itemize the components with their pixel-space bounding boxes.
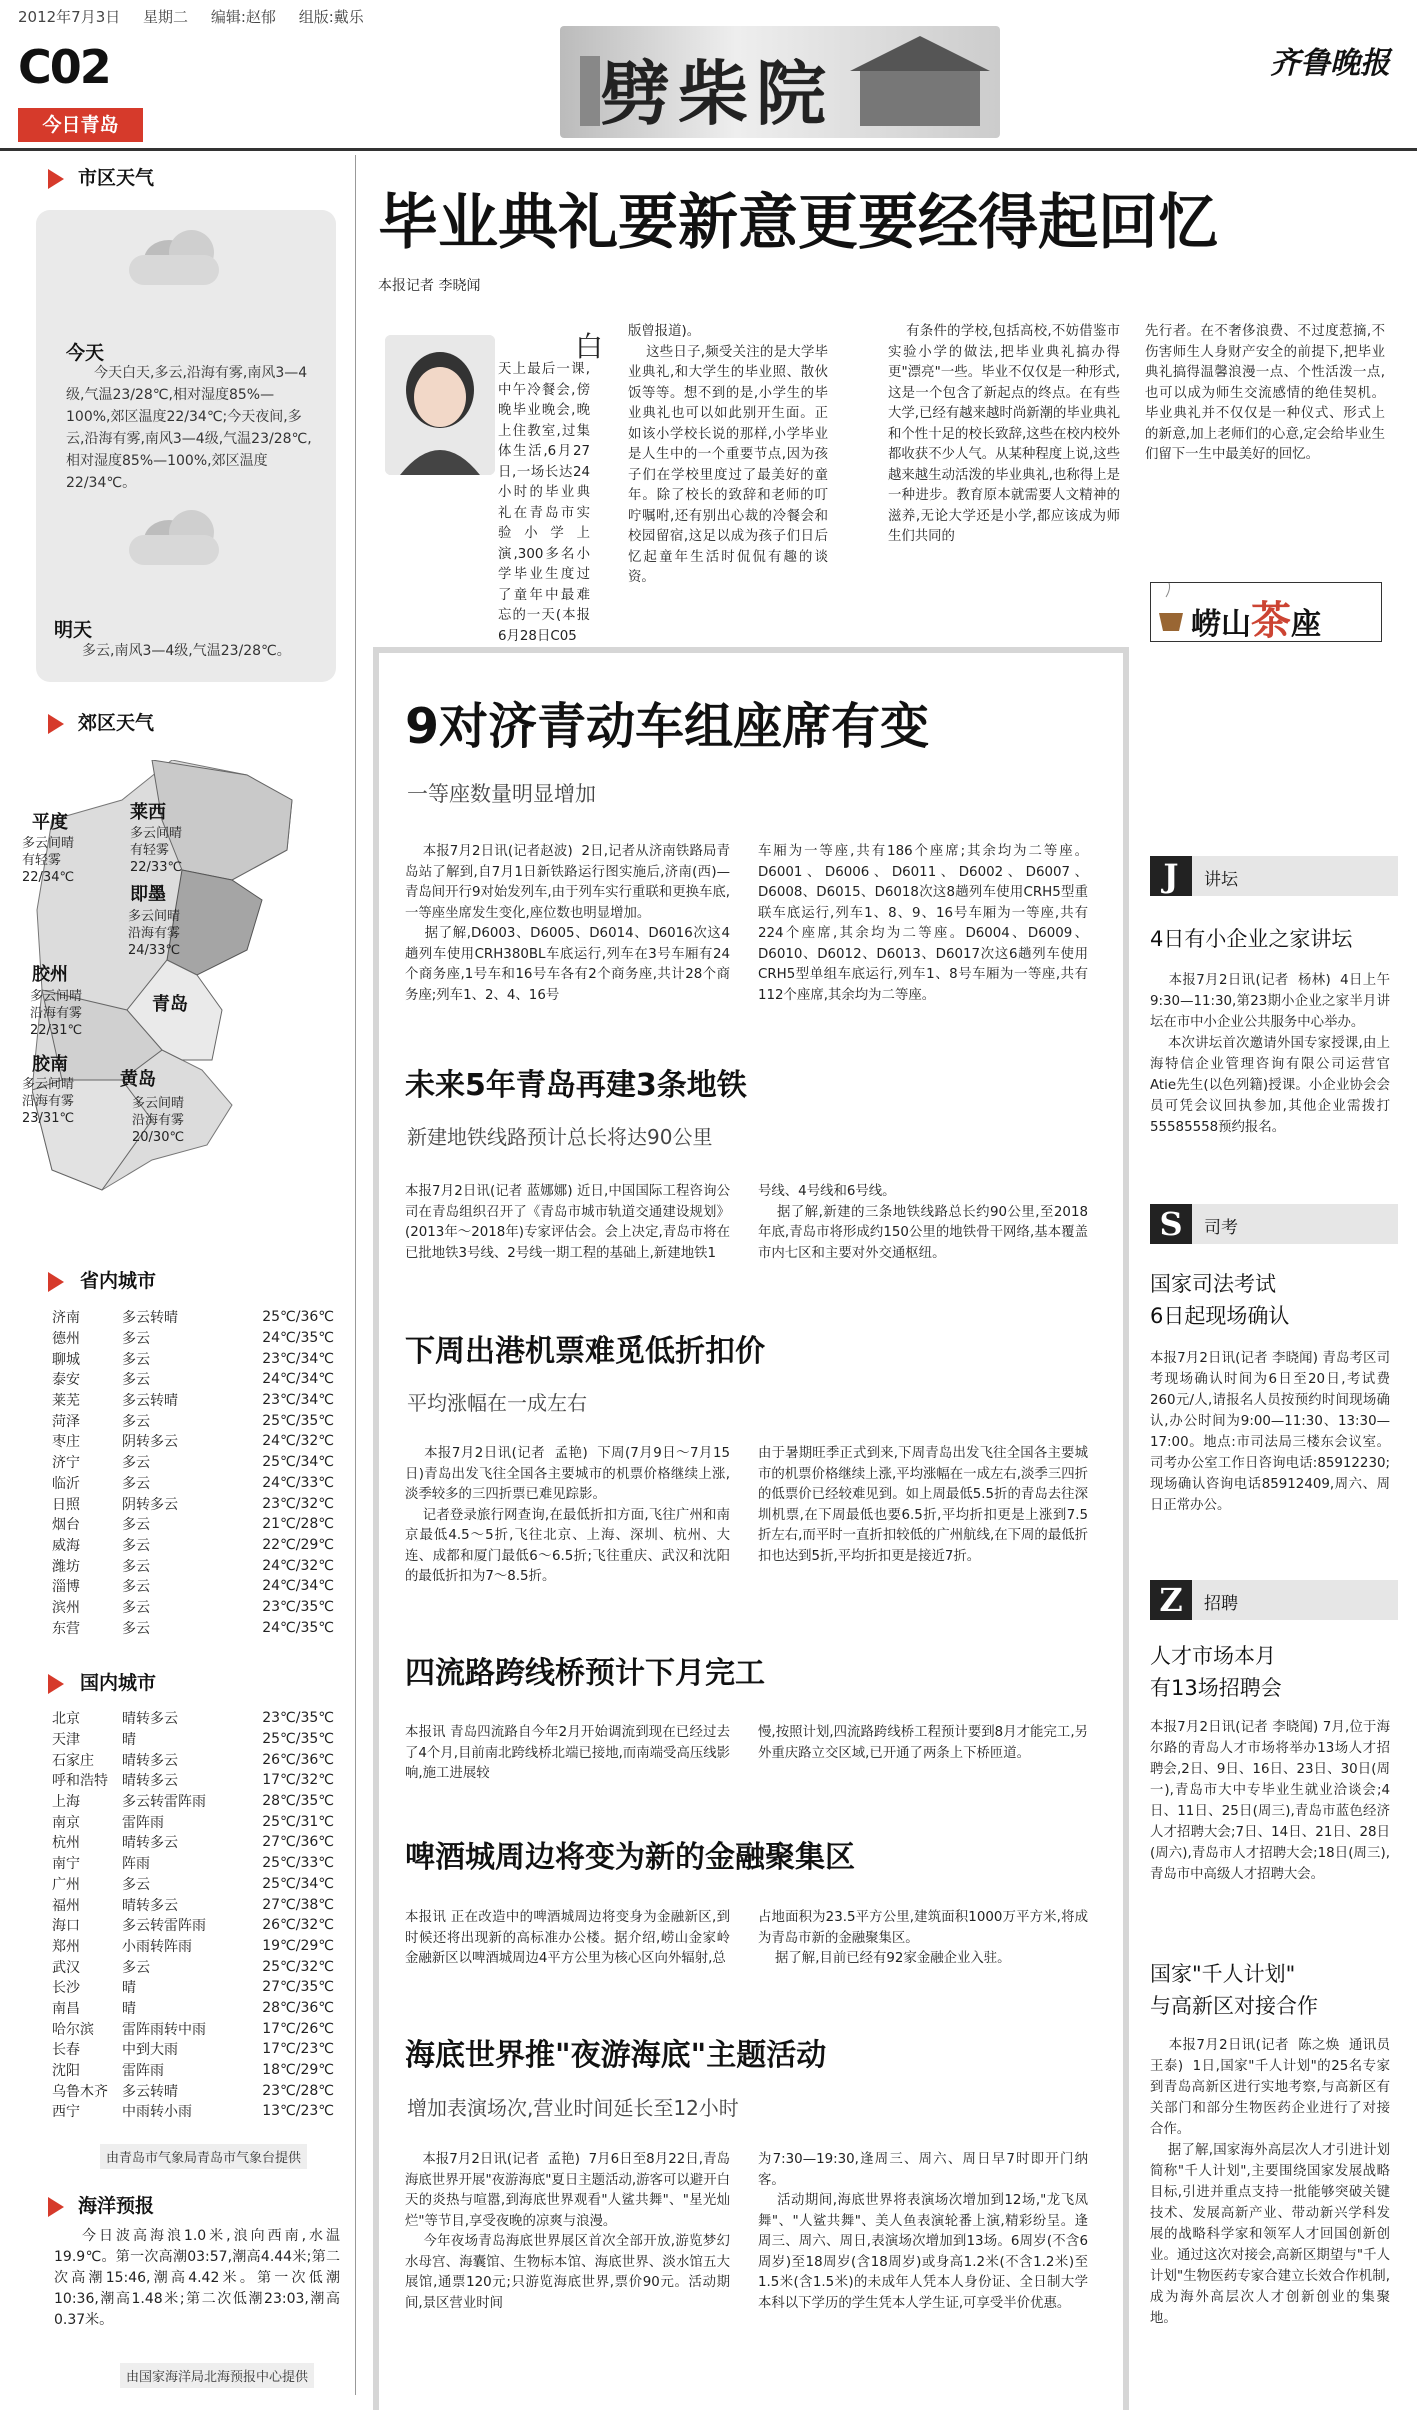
city-temp: 25℃/33℃ — [262, 1855, 334, 1872]
city-condition: 中雨转小雨 — [122, 2104, 192, 2121]
editor: 编辑:赵郁 — [210, 8, 276, 26]
city-name: 日照 — [52, 1496, 80, 1513]
a3-subhead: 平均涨幅在一成左右 — [407, 1391, 587, 1415]
suburb-name: 平度 — [32, 812, 68, 833]
city-temp: 23℃/35℃ — [262, 1710, 334, 1727]
city-name: 西宁 — [52, 2104, 80, 2121]
city-temp: 17℃/26℃ — [262, 2020, 334, 2037]
arrow-icon — [48, 169, 64, 189]
city-condition: 多云 — [122, 1351, 150, 1368]
teacup-icon — [1151, 583, 1191, 641]
city-name: 济南 — [52, 1310, 80, 1327]
city-name: 潍坊 — [52, 1558, 80, 1575]
weather-row — [52, 1617, 334, 1638]
city-name: 南宁 — [52, 1856, 80, 1873]
city-temp: 25℃/31℃ — [262, 1813, 334, 1830]
city-temp: 24℃/35℃ — [262, 1330, 334, 1347]
city-name: 广州 — [52, 1876, 80, 1893]
weather-row — [52, 1791, 334, 1812]
city-temp: 23℃/34℃ — [262, 1392, 334, 1409]
city-condition: 雷阵雨 — [122, 1814, 164, 1831]
a6-headline: 海底世界推"夜游海底"主题活动 — [405, 2038, 827, 2073]
city-name: 沈阳 — [52, 2063, 80, 2080]
lead-col4: 先行者。在不奢侈浪费、不过度惹摘,不伤害师生人身财产安全的前提下,把毕业典礼搞得温馨浪漫一点、个性活泼一点,也可以成为师生交流感情的绝佳契机。毕业典礼并不仅仅是一种仪式、形式上的新意,加上老师们的心意,定会给毕业生们留下一生中最美好的回忆。 — [1145, 324, 1385, 462]
city-temp: 24℃/35℃ — [262, 1619, 334, 1636]
lead-col2: 版曾报道)。 这些日子,频受关注的是大学毕业典礼,和大学生的毕业照、散伙饭等等。想不到的是,小学生的毕业典礼也可以如此别开生面。正如该小学校长说的那样,小学毕业是人生中的一个重要节点,因为孩子们在学校里度过了最美好的童年。除了校长的致辞和老师的叮咛嘱咐,还有别出心裁的冷餐会和校园留宿,这足以成为孩子们日后忆起童年生活时侃侃有趣的谈资。 — [628, 324, 828, 585]
city-condition: 阴转多云 — [122, 1434, 178, 1451]
weather-row — [52, 1535, 334, 1556]
weather-row — [52, 1811, 334, 1832]
banner-title: 劈柴院 — [600, 52, 834, 135]
city-name: 乌鲁木齐 — [52, 2083, 108, 2100]
weather-row — [52, 1749, 334, 1770]
a6-col1: 本报7月2日讯(记者 孟艳) 7月6日至8月22日,青岛海底世界开展"夜游海底"夏日主题活动,游客可以避开白天的炎热与喧嚣,到海底世界观看"人鲨共舞"、"星光灿烂"等节目,享受夜晚的凉爽与浪漫。 今年夜场青岛海底世界展区首次全部开放,游览梦幻水母宫、海囊馆、生物标本馆、海底世界、淡水馆五大展馆,通票120元;只游览海底世界,票价90元。活动期间,景区营业时间 — [405, 2152, 731, 2311]
a2-col1: 本报7月2日讯(记者 蓝娜娜) 近日,中国国际工程咨询公司在青岛组织召开了《青岛市城市轨道交通建设规划》(2013年～2018年)专家评估会。会上决定,青岛市将在已批地铁3号线、2号线一期工程的基础上,新建地铁1 — [405, 1184, 730, 1261]
suburb-name: 莱西 — [130, 802, 166, 823]
arrow-icon — [48, 2197, 64, 2217]
city-name: 威海 — [52, 1537, 80, 1554]
city-condition: 小雨转阵雨 — [122, 1938, 192, 1955]
weather-row — [52, 1597, 334, 1618]
city-condition: 多云 — [122, 1959, 150, 1976]
tag-letter: S — [1150, 1204, 1192, 1244]
city-temp: 24℃/33℃ — [262, 1474, 334, 1491]
weather-row — [52, 1390, 334, 1411]
weather-row — [52, 1514, 334, 1535]
city-condition: 多云 — [122, 1537, 150, 1554]
weather-row — [52, 1956, 334, 1977]
city-temp: 24℃/32℃ — [262, 1557, 334, 1574]
today-label: 今天 — [66, 342, 105, 364]
city-condition: 晴转多云 — [122, 1752, 178, 1769]
city-condition: 多云 — [122, 1558, 150, 1575]
city-temp: 21℃/28℃ — [262, 1516, 334, 1533]
a3-col2: 由于暑期旺季正式到来,下周青岛出发飞往全国各主要城市的机票价格继续上涨,平均涨幅在一成左右,淡季三四折的低票价已经较难见到。如上周最低5.5折的青岛去往深圳机票,在下周最低也要6.5折,平均折扣更是上涨到7.5折左右,而平时一直折扣较低的广州航线,在下周的最低折扣也达到5折,平均折扣更是接近7折。 — [758, 1446, 1088, 1564]
lead-col3: 有条件的学校,包括高校,不妨借鉴市实验小学的做法,把毕业典礼搞办得更"漂亮"一些。毕业不仅仅是一种形式,这是一个包含了新起点的终点。在有些大学,已经有越来越时尚新潮的毕业典礼和个性十足的校长致辞,这些在校内校外都收获不少人气。从某种程度上说,这些越来越生动活泼的毕业典礼,也称得上是一种进步。教育原本就需要人文精神的滋养,无论大学还是小学,都应该成为师生们共同的 — [888, 324, 1121, 544]
a4-headline: 四流路跨线桥预计下月完工 — [405, 1656, 765, 1691]
city-name: 石家庄 — [52, 1752, 94, 1769]
city-name: 长春 — [52, 2042, 80, 2059]
r1-title: 4日有小企业之家讲坛 — [1150, 927, 1353, 951]
suburb-forecast: 多云间晴 沿海有雾 20/30℃ — [132, 1096, 185, 1145]
city-name: 海口 — [52, 1918, 80, 1935]
column-tag-forum — [1150, 856, 1398, 896]
a6-col2: 为7:30—19:30,逢周三、周六、周日早7时即开门纳客。 活动期间,海底世界将表演场次增加到12场,"龙飞凤舞"、"人鲨共舞"、美人鱼表演轮番上演,精彩纷呈。逢周三、周六、周日,表演场次增加到13场。6周岁(不含6周岁)至18周岁(含18周岁)或身高1.2米(不含1.2米)至1.5米(含1.5米)的未成年人凭本人身份证、全日制大学本科以下学历的学生凭本人学生证,可享受半价优惠。 — [758, 2152, 1088, 2311]
r2-body: 本报7月2日讯(记者 李晓闻) 青岛考区司考现场确认时间为6日至20日,考试费260元/人,请报名人员按预约时间现场确认,办公时间为9:00—11:30、13:30—17:00。地点:市司法局三楼东会议室。司考办公室工作日咨询电话:85912230;现场确认咨询电话85912409,周六、周日正常办公。 — [1150, 1351, 1390, 1513]
a1-subhead: 一等座数量明显增加 — [407, 782, 596, 806]
city-condition: 多云转晴 — [122, 2083, 178, 2100]
tag-label: 讲坛 — [1204, 870, 1238, 890]
city-condition: 多云 — [122, 1876, 150, 1893]
city-temp: 25℃/32℃ — [262, 1958, 334, 1975]
province-weather-head: 省内城市 — [48, 1266, 156, 1293]
weather-row — [52, 1473, 334, 1494]
weather-row — [52, 2080, 334, 2101]
city-name: 杭州 — [52, 1835, 80, 1852]
a3-headline: 下周出港机票难觅低折扣价 — [405, 1334, 765, 1369]
weather-row — [52, 1998, 334, 2019]
city-condition: 晴转多云 — [122, 1835, 178, 1852]
city-temp: 26℃/32℃ — [262, 1917, 334, 1934]
a5-col1: 本报讯 正在改造中的啤酒城周边将变身为金融新区,到时候还将出现新的高标准办公楼。据介绍,崂山金家岭金融新区以啤酒城周边4平方公里为核心区向外辐射,总 — [405, 1910, 730, 1966]
city-name: 长沙 — [52, 1980, 80, 1997]
weather-row — [52, 1832, 334, 1853]
weather-row — [52, 1431, 334, 1452]
city-condition: 雷阵雨 — [122, 2063, 164, 2080]
weather-row — [52, 1410, 334, 1431]
city-name: 南京 — [52, 1814, 80, 1831]
city-name: 济宁 — [52, 1455, 80, 1472]
city-condition: 多云 — [122, 1517, 150, 1534]
city-temp: 27℃/36℃ — [262, 1834, 334, 1851]
province-weather-table — [52, 1307, 334, 1638]
city-temp: 27℃/35℃ — [262, 1979, 334, 1996]
weather-row — [52, 1307, 334, 1328]
lead-col1-text: 天上最后一课,中午冷餐会,傍晚毕业晚会,晚上住教室,过集体生活,6月27日,一场长达24小时的毕业典礼在青岛市实验小学上演,300多名小学毕业生度过了童年中最难忘的一天(本报6月28日C05 — [498, 362, 590, 644]
cloud-icon — [124, 230, 224, 290]
city-condition: 多云 — [122, 1331, 150, 1348]
suburb-name: 胶州 — [32, 964, 68, 985]
r2-title: 国家司法考试 6日起现场确认 — [1150, 1272, 1290, 1328]
city-condition: 阵雨 — [122, 1856, 150, 1873]
city-temp: 23℃/34℃ — [262, 1350, 334, 1367]
city-temp: 25℃/36℃ — [262, 1309, 334, 1326]
a1-col1: 本报7月2日讯(记者赵波) 2日,记者从济南铁路局青岛站了解到,自7月1日新铁路运行图实施后,济南(西)—青岛间开行9对始发列车,由于列车实行重联和更换车底,一等座坐席发生变化,座位数也明显增加。 据了解,D6003、D6005、D6014、D6016次这4趟列车使用CRH380BL车底运行,列车在3号车厢有24个商务座,1号车和16号车各有2个商务座,共计28个商务座;列车1、2、4、16号 — [405, 844, 731, 1003]
ocean-credit: 由国家海洋局北海预报中心提供 — [120, 2363, 314, 2388]
city-temp: 28℃/35℃ — [262, 1793, 334, 1810]
weather-row — [52, 1708, 334, 1729]
city-condition: 多云 — [122, 1579, 150, 1596]
a2-subhead: 新建地铁线路预计总长将达90公里 — [407, 1125, 713, 1149]
city-name: 北京 — [52, 1711, 80, 1728]
ocean-forecast-text: 今日波高海浪1.0米,浪向西南,水温19.9℃。第一次高潮03:57,潮高4.44米;第二次高潮15:46,潮高4.42米。第一次低潮10:36,潮高1.48米;第二次低潮23:03,潮高0.37米。 — [54, 2228, 340, 2328]
tomorrow-forecast: 多云,南风3—4级,气温23/28℃。 — [82, 643, 291, 659]
a3-col1: 本报7月2日讯(记者 孟艳) 下周(7月9日～7月15日)青岛出发飞往全国各主要城市的机票价格继续上涨,淡季较多的三四折票已难见踪影。 记者登录旅行网查询,在最低折扣方面,飞往广州和南京最低4.5～5折,飞往北京、上海、深圳、杭州、大连、成都和厦门最低6～6.5折;飞往重庆、武汉和沈阳的最低折扣为7～8.5折。 — [405, 1446, 731, 1584]
city-temp: 25℃/35℃ — [262, 1731, 334, 1748]
city-temp: 26℃/36℃ — [262, 1751, 334, 1768]
suburb-map — [22, 760, 332, 1215]
weather-row — [52, 1977, 334, 1998]
city-condition: 晴转多云 — [122, 1773, 178, 1790]
city-condition: 多云 — [122, 1620, 150, 1637]
suburb-forecast: 多云间晴 沿海有雾 24/33℃ — [128, 909, 181, 958]
national-weather-head: 国内城市 — [48, 1668, 156, 1695]
city-name: 泰安 — [52, 1372, 80, 1389]
city-temp: 25℃/34℃ — [262, 1454, 334, 1471]
city-name: 莱芜 — [52, 1393, 80, 1410]
r1-body: 本报7月2日讯(记者 杨林) 4日上午9:30—11:30,第23期小企业之家半月讲坛在市中小企业公共服务中心举办。 本次讲坛首次邀请外国专家授课,由上海特信企业管理咨询有限公司运营官Atie先生(以色列籍)授课。小企业协会会员可凭会议回执参加,其他企业需拨打55585558预约报名。 — [1150, 973, 1390, 1135]
ocean-forecast-head: 海洋预报 — [48, 2191, 154, 2218]
weather-row — [52, 1770, 334, 1791]
city-name: 郑州 — [52, 1938, 80, 1955]
city-condition: 多云 — [122, 1475, 150, 1492]
suburb-forecast: 多云间晴 沿海有雾 22/31℃ — [30, 989, 83, 1038]
city-condition: 中到大雨 — [122, 2042, 178, 2059]
top-rule — [0, 148, 1417, 151]
lead-col1 — [378, 360, 590, 647]
a1-headline: 9对济青动车组座席有变 — [405, 698, 930, 755]
city-temp: 22℃/29℃ — [262, 1536, 334, 1553]
suburb-forecast: 多云间晴 有轻雾 22/34℃ — [22, 836, 75, 885]
weather-row — [52, 1874, 334, 1895]
tag-label: 司考 — [1204, 1218, 1238, 1238]
city-temp: 27℃/38℃ — [262, 1896, 334, 1913]
arrow-icon — [48, 714, 64, 734]
city-condition: 多云转雷阵雨 — [122, 1794, 206, 1811]
lead-headline: 毕业典礼要新意更要经得起回忆 — [378, 188, 1218, 258]
city-name: 福州 — [52, 1897, 80, 1914]
city-weather-head: 市区天气 — [48, 163, 154, 190]
city-name: 菏泽 — [52, 1413, 80, 1430]
weather-row — [52, 1369, 334, 1390]
date: 2012年7月3日 — [18, 8, 121, 26]
city-name: 哈尔滨 — [52, 2021, 94, 2038]
suburb-name: 胶南 — [32, 1054, 68, 1075]
city-temp: 13℃/23℃ — [262, 2103, 334, 2120]
a4-col1: 本报讯 青岛四流路自今年2月开始调流到现在已经过去了4个月,目前南北跨线桥北端已接地,而南端受高压线影响,施工进展较 — [405, 1725, 731, 1781]
city-temp: 25℃/35℃ — [262, 1412, 334, 1429]
city-condition: 阴转多云 — [122, 1496, 178, 1513]
a4-col2: 慢,按照计划,四流路跨线桥工程预计要到8月才能完工,另外重庆路立交区域,已开通了两条上下桥匝道。 — [758, 1725, 1088, 1761]
paper-logo: 齐鲁晚报 — [1270, 46, 1390, 81]
weather-row — [52, 2039, 334, 2060]
suburb-name: 黄岛 — [120, 1069, 156, 1090]
city-temp: 19℃/29℃ — [262, 1937, 334, 1954]
city-temp: 24℃/32℃ — [262, 1433, 334, 1450]
weather-row — [52, 1853, 334, 1874]
city-temp: 25℃/34℃ — [262, 1875, 334, 1892]
weather-row — [52, 2060, 334, 2081]
a2-col2: 号线、4号线和6号线。 据了解,新建的三条地铁线路总长约90公里,至2018年底,青岛市将形成约150公里的地铁骨干网络,基本覆盖市内七区和主要对外交通枢纽。 — [758, 1184, 1088, 1261]
weather-row — [52, 1729, 334, 1750]
tea-column-logo — [1150, 582, 1382, 642]
suburb-forecast: 多云间晴 有轻雾 22/33℃ — [130, 826, 183, 875]
a1-col2: 车厢为一等座,共有186个座席;其余均为二等座。D6001、D6006、D6011、D6002、D6007、D6008、D6015、D6018次这8趟列车使用CRH5型重联车底运行,列车1、8、9、16号车厢为一等座,共有224个座席,其余均为二等座。D6004、D6009、D6010、D6012、D6013、D6017次这6趟列车使用CRH5型单组车底运行,列车1、8号车厢为一等座,共有112个座席,其余均为二等座。 — [758, 844, 1088, 1003]
city-temp: 17℃/32℃ — [262, 1772, 334, 1789]
weather-credit: 由青岛市气象局青岛市气象台提供 — [100, 2144, 307, 2169]
city-name: 烟台 — [52, 1517, 80, 1534]
lead-byline: 本报记者 李晓闻 — [378, 278, 481, 294]
weather-row — [52, 1452, 334, 1473]
city-temp: 28℃/36℃ — [262, 1999, 334, 2016]
cloud-icon — [124, 510, 224, 570]
today-forecast: 今天白天,多云,沿海有雾,南风3—4级,气温23/28℃,相对湿度85%—100%,郊区温度22/34℃;今天夜间,多云,沿海有雾,南风3—4级,气温23/28℃,相对湿度85%—100%,郊区温度22/34℃。 — [66, 365, 312, 491]
weather-box — [36, 210, 336, 682]
weather-row — [52, 1576, 334, 1597]
city-name: 天津 — [52, 1732, 80, 1749]
a6-subhead: 增加表演场次,营业时间延长至12小时 — [407, 2096, 739, 2120]
tea-column-title: 崂山茶座 — [1191, 597, 1321, 644]
weekday: 星期二 — [143, 8, 189, 26]
arrow-icon — [48, 1272, 64, 1292]
city-name: 呼和浩特 — [52, 1773, 108, 1790]
tomorrow-label: 明天 — [54, 619, 93, 641]
city-condition: 多云 — [122, 1455, 150, 1472]
weather-row — [52, 1555, 334, 1576]
city-temp: 23℃/35℃ — [262, 1598, 334, 1615]
suburb-forecast: 多云间晴 沿海有雾 23/31℃ — [22, 1077, 75, 1126]
weather-row — [52, 1894, 334, 1915]
city-name: 武汉 — [52, 1959, 80, 1976]
weather-row — [52, 1348, 334, 1369]
r4-title: 国家"千人计划" 与高新区对接合作 — [1150, 1962, 1318, 2018]
a2-headline: 未来5年青岛再建3条地铁 — [405, 1068, 747, 1103]
city-condition: 多云 — [122, 1372, 150, 1389]
city-condition: 晴 — [122, 1732, 136, 1749]
weather-row — [52, 2101, 334, 2122]
header-meta — [18, 6, 382, 27]
city-name: 南昌 — [52, 2000, 80, 2017]
city-condition: 多云 — [122, 1413, 150, 1430]
city-condition: 晴转多云 — [122, 1711, 178, 1728]
page-number: C02 — [18, 40, 110, 94]
city-name: 临沂 — [52, 1475, 80, 1492]
city-temp: 23℃/32℃ — [262, 1495, 334, 1512]
weather-row — [52, 2018, 334, 2039]
drop-cap: 白 — [575, 330, 604, 363]
city-condition: 晴 — [122, 1980, 136, 1997]
city-temp: 17℃/23℃ — [262, 2041, 334, 2058]
city-temp: 18℃/29℃ — [262, 2062, 334, 2079]
layout-credit: 组版:戴乐 — [298, 8, 364, 26]
city-name: 德州 — [52, 1331, 80, 1348]
city-name: 聊城 — [52, 1351, 80, 1368]
city-condition: 多云转晴 — [122, 1310, 178, 1327]
tag-letter: J — [1150, 856, 1192, 896]
suburb-weather-head: 郊区天气 — [48, 708, 154, 735]
column-divider — [355, 155, 356, 2395]
weather-row — [52, 1493, 334, 1514]
city-name: 滨州 — [52, 1599, 80, 1616]
tag-label: 招聘 — [1204, 1594, 1238, 1614]
city-condition: 晴 — [122, 2000, 136, 2017]
arrow-icon — [48, 1674, 64, 1694]
city-condition: 雷阵雨转中雨 — [122, 2021, 206, 2038]
a5-headline: 啤酒城周边将变为新的金融聚集区 — [405, 1840, 855, 1875]
city-name: 枣庄 — [52, 1434, 80, 1451]
r3-title: 人才市场本月 有13场招聘会 — [1150, 1644, 1282, 1700]
tag-letter: Z — [1150, 1580, 1192, 1620]
weather-row — [52, 1328, 334, 1349]
national-weather-table — [52, 1708, 334, 2122]
city-name: 淄博 — [52, 1579, 80, 1596]
city-name: 上海 — [52, 1794, 80, 1811]
city-condition: 多云转雷阵雨 — [122, 1918, 206, 1935]
column-tag-recruit — [1150, 1580, 1398, 1620]
city-temp: 24℃/34℃ — [262, 1371, 334, 1388]
city-temp: 24℃/34℃ — [262, 1578, 334, 1595]
city-temp: 23℃/28℃ — [262, 2082, 334, 2099]
weather-row — [52, 1936, 334, 1957]
city-condition: 晴转多云 — [122, 1897, 178, 1914]
a5-col2: 占地面积为23.5平方公里,建筑面积1000万平方米,将成为青岛市新的金融聚集区。 据了解,目前已经有92家金融企业入驻。 — [758, 1910, 1088, 1966]
weather-row — [52, 1915, 334, 1936]
section-tag: 今日青岛 — [18, 108, 143, 142]
r3-body: 本报7月2日讯(记者 李晓闻) 7月,位于海尔路的青岛人才市场将举办13场人才招聘会,2日、9日、16日、23日、30日(周一),青岛市大中专毕业生就业洽谈会;4日、11日、25日(周三),青岛市蓝色经济人才招聘大会;7日、14日、21日、28日(周六),青岛市人才招聘大会;18日(周三),青岛市中高级人才招聘大会。 — [1150, 1720, 1390, 1882]
city-condition: 多云 — [122, 1599, 150, 1616]
suburb-name: 即墨 — [130, 884, 166, 905]
city-name: 东营 — [52, 1620, 80, 1637]
r4-body: 本报7月2日讯(记者 陈之焕 通讯员 王泰) 1日,国家"千人计划"的25名专家到青岛高新区进行实地考察,与高新区有关部门和部分生物医药企业进行了对接合作。 据了解,国家海外高层次人才引进计划简称"千人计划",主要围绕国家发展战略目标,引进并重点支持一批能够突破关键技术、发展高新产业、带动新兴学科发展的战略科学家和领军人才回国创新创业。通过这次对接会,高新区期望与"千人计划"生物医药专家合建立长效合作机制,成为海外高层次人才创新创业的集聚地。 — [1150, 2038, 1390, 2326]
city-condition: 多云转晴 — [122, 1393, 178, 1410]
column-tag-exam — [1150, 1204, 1398, 1244]
suburb-name: 青岛 — [152, 994, 188, 1015]
